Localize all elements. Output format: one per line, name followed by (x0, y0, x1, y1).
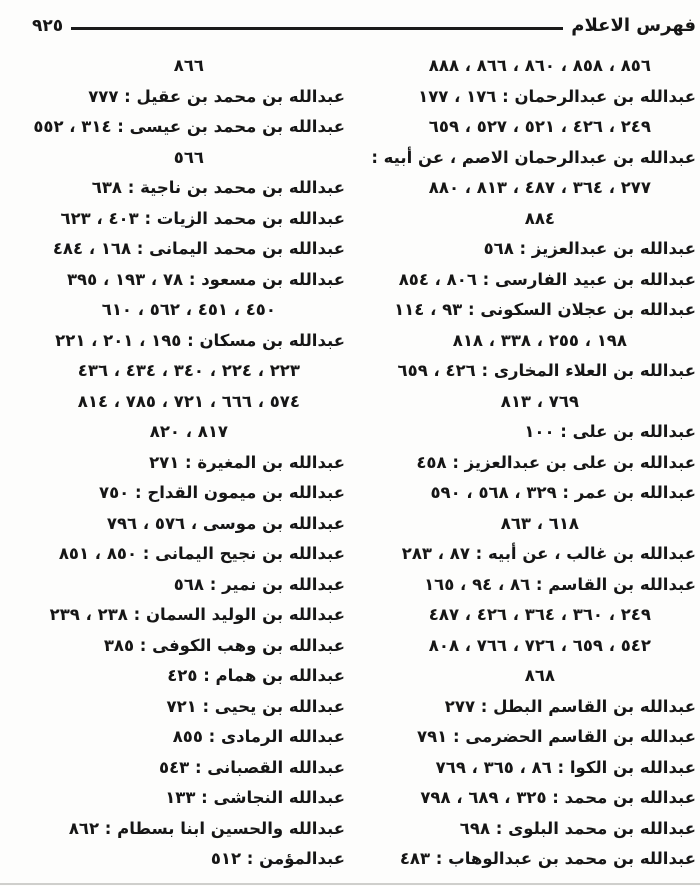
index-entry: عبدالله بن محمد اليمانى : ١٦٨ ، ٤٨٤ (52, 239, 345, 258)
index-entry: عبدالله بن محمد : ٣٢٥ ، ٦٨٩ ، ٧٩٨ (420, 788, 696, 807)
index-entry: عبدالله بن محمد بن ناجية : ٦٣٨ (91, 178, 345, 197)
index-entry: عبدالله بن يحيى : ٧٢١ (166, 696, 345, 716)
index-entry: عبدالله بن غالب ، عن أبيه : ٨٧ ، ٢٨٣ (401, 544, 696, 563)
index-entry: ٥٧٤ ، ٦٦٦ ، ٧٢١ ، ٧٨٥ ، ٨١٤ (77, 391, 300, 411)
index-entry: عبدالله بن محمد بن عقيل : ٧٧٧ (88, 86, 345, 106)
index-entry: عبدالله بن مسعود : ٧٨ ، ١٩٣ ، ٣٩٥ (66, 269, 345, 289)
index-entry: عبدالله النجاشى : ١٣٣ (165, 788, 345, 807)
index-body (0, 51, 700, 875)
index-entry: عبدالله بن الكوا : ٨٦ ، ٣٦٥ ، ٧٦٩ (435, 757, 696, 777)
page-number: ٩٢٥ (32, 15, 64, 36)
page-title: فهرس الاعلام (571, 15, 696, 36)
index-entry: عبدالله بن وهب الكوفى : ٣٨٥ (103, 635, 345, 655)
index-entry: عبدالله الرمادى : ٨٥٥ (172, 727, 345, 746)
index-entry: عبدالله بن على بن عبدالعزيز : ٤٥٨ (416, 452, 696, 472)
header-rule (71, 27, 563, 30)
index-entry: عبدالله بن مسكان : ١٩٥ ، ٢٠١ ، ٢٢١ (55, 330, 345, 350)
index-entry: عبدالله بن عبدالرحمان : ١٧٦ ، ١٧٧ (418, 86, 696, 106)
index-entry: عبدالله بن عجلان السكونى : ٩٣ ، ١١٤ (394, 300, 696, 319)
index-entry: ٧٦٩ ، ٨١٣ (500, 391, 579, 411)
index-entry: عبدالله بن محمد بن عيسى : ٣١٤ ، ٥٥٢ (33, 117, 345, 136)
index-column-left (8, 51, 345, 875)
index-entry: عبدالله بن موسى ، ٥٧٦ ، ٧٩٦ (106, 513, 345, 533)
index-column-right (359, 51, 696, 875)
index-entry: ٢٤٩ ، ٤٢٦ ، ٥٢١ ، ٥٢٧ ، ٦٥٩ (428, 117, 651, 136)
index-entry: عبدالله بن عمر : ٣٢٩ ، ٥٦٨ ، ٥٩٠ (430, 483, 696, 502)
index-entry: عبدالله بن محمد بن عبدالوهاب : ٤٨٣ (399, 849, 696, 868)
index-entry: عبدالله بن القاسم البطل : ٢٧٧ (444, 696, 696, 716)
index-entry: ٨٨٤ (524, 208, 555, 228)
index-entry: عبدالله بن عبيد الفارسى : ٨٠٦ ، ٨٥٤ (398, 269, 696, 289)
scan-edge-artifact (0, 883, 700, 885)
index-entry: عبدالله بن ميمون القداح : ٧٥٠ (99, 483, 345, 502)
index-entry: ٦١٨ ، ٨٦٣ (500, 513, 579, 533)
index-entry: عبدالله بن القاسم : ٨٦ ، ٩٤ ، ١٦٥ (424, 574, 696, 594)
page-header (0, 0, 700, 36)
index-entry: عبدالله بن نجيح اليمانى : ٨٥٠ ، ٨٥١ (58, 544, 345, 563)
index-entry: عبدالله بن نمير : ٥٦٨ (173, 574, 345, 594)
index-entry: عبدالله والحسين ابنا بسطام : ٨٦٢ (68, 818, 345, 838)
index-entry: ٨٦٦ (173, 56, 204, 75)
index-entry: عبدالله بن عبدالرحمان الاصم ، عن أبيه : (371, 147, 696, 167)
index-entry: عبدالله بن العلاء المخارى : ٤٢٦ ، ٦٥٩ (397, 361, 696, 380)
index-entry: عبدالمؤمن : ٥١٢ (210, 849, 345, 868)
index-entry: ٨٦٨ (524, 666, 555, 685)
index-entry: ٤٥٠ ، ٤٥١ ، ٥٦٢ ، ٦١٠ (101, 300, 276, 319)
index-entry: ٥٤٢ ، ٦٥٩ ، ٧٢٦ ، ٧٦٦ ، ٨٠٨ (428, 635, 651, 655)
index-entry: ٥٦٦ (173, 147, 204, 167)
index-entry: عبدالله بن على : ١٠٠ (524, 422, 696, 441)
index-entry: عبدالله بن محمد البلوى : ٦٩٨ (459, 818, 696, 838)
index-entry: ٨١٧ ، ٨٢٠ (149, 422, 228, 441)
index-entry: ٢٤٩ ، ٣٦٠ ، ٣٦٤ ، ٤٢٦ ، ٤٨٧ (428, 605, 651, 624)
index-entry: عبدالله بن الوليد السمان : ٢٣٨ ، ٢٣٩ (49, 605, 345, 624)
index-entry: ١٩٨ ، ٢٥٥ ، ٣٣٨ ، ٨١٨ (452, 330, 627, 350)
index-entry: ٢٢٣ ، ٢٢٤ ، ٣٤٠ ، ٤٣٤ ، ٤٣٦ (77, 361, 300, 380)
index-entry: عبدالله بن همام : ٤٢٥ (167, 666, 345, 685)
index-entry: عبدالله بن المغيرة : ٢٧١ (149, 452, 345, 472)
index-entry: عبدالله القصبانى : ٥٤٣ (159, 757, 345, 777)
index-entry: عبدالله بن عبدالعزيز : ٥٦٨ (483, 239, 696, 258)
index-entry: ٢٧٧ ، ٣٦٤ ، ٤٨٧ ، ٨١٣ ، ٨٨٠ (428, 178, 651, 197)
index-entry: عبدالله بن القاسم الحضرمى : ٧٩١ (417, 727, 696, 746)
index-entry: عبدالله بن محمد الزيات : ٤٠٣ ، ٦٢٣ (60, 208, 345, 228)
index-entry: ٨٥٦ ، ٨٥٨ ، ٨٦٠ ، ٨٦٦ ، ٨٨٨ (428, 56, 651, 75)
